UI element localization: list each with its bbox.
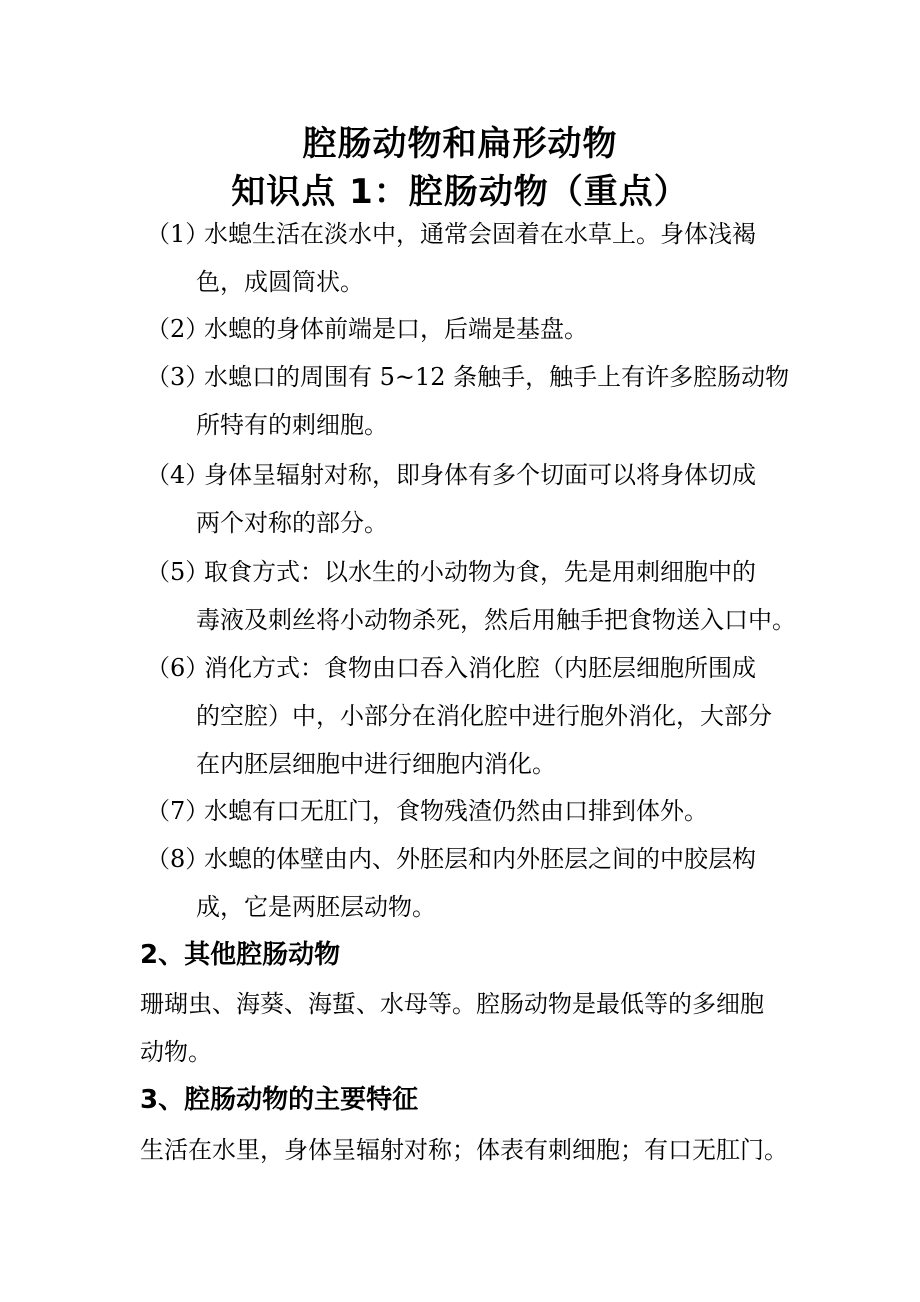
document-title: 腔肠动物和扁形动物 — [302, 124, 618, 164]
document-subtitle: 知识点 1：腔肠动物（重点） — [231, 172, 689, 212]
item-number: （8） — [146, 845, 210, 873]
section-paragraph — [140, 980, 764, 1076]
paragraph-line: 珊瑚虫、海葵、海蜇、水母等。腔肠动物是最低等的多细胞 — [140, 990, 764, 1018]
section-paragraph — [140, 1126, 788, 1174]
list-item — [146, 353, 796, 449]
list-item — [146, 305, 796, 353]
item-text-line: 在内胚层细胞中进行细胞内消化。 — [196, 750, 556, 778]
item-text-line: 取食方式：以水生的小动物为食，先是用刺细胞中的 — [204, 558, 756, 586]
item-text-line: 水螅的身体前端是口，后端是基盘。 — [204, 315, 588, 343]
item-text-line: 水螅有口无肛门，食物残渣仍然由口排到体外。 — [204, 797, 708, 825]
item-text-line: 的空腔）中，小部分在消化腔中进行胞外消化，大部分 — [196, 702, 772, 730]
item-text-line: 水螅生活在淡水中，通常会固着在水草上。身体浅褐 — [204, 220, 756, 248]
item-number: （1） — [146, 220, 210, 248]
item-number: （7） — [146, 797, 210, 825]
section-heading: 3、腔肠动物的主要特征 — [140, 1085, 419, 1115]
item-text-line: 成，它是两胚层动物。 — [196, 893, 436, 921]
list-item — [146, 210, 796, 306]
item-number: （4） — [146, 461, 210, 489]
item-number: （3） — [146, 363, 210, 391]
item-number: （2） — [146, 315, 210, 343]
item-text-line: 身体呈辐射对称，即身体有多个切面可以将身体切成 — [204, 461, 756, 489]
paragraph-line: 生活在水里，身体呈辐射对称；体表有刺细胞；有口无肛门。 — [140, 1136, 788, 1164]
list-item — [146, 451, 796, 547]
item-text-line: 色，成圆筒状。 — [196, 268, 364, 296]
list-item — [146, 548, 796, 644]
list-item — [146, 835, 796, 931]
item-number: （6） — [146, 654, 210, 682]
item-text-line: 消化方式：食物由口吞入消化腔（内胚层细胞所围成 — [204, 654, 756, 682]
item-text-line: 两个对称的部分。 — [196, 509, 388, 537]
section-heading: 2、其他腔肠动物 — [140, 940, 341, 970]
list-item — [146, 787, 796, 835]
paragraph-line: 动物。 — [140, 1038, 212, 1066]
item-text-line: 水螅的体壁由内、外胚层和内外胚层之间的中胶层构 — [204, 845, 756, 873]
list-item — [146, 644, 796, 788]
item-number: （5） — [146, 558, 210, 586]
item-text-line: 所特有的刺细胞。 — [196, 411, 388, 439]
item-text-line: 毒液及刺丝将小动物杀死，然后用触手把食物送入口中。 — [196, 606, 796, 634]
item-text-line: 水螅口的周围有 5~12 条触手，触手上有许多腔肠动物 — [204, 363, 790, 391]
